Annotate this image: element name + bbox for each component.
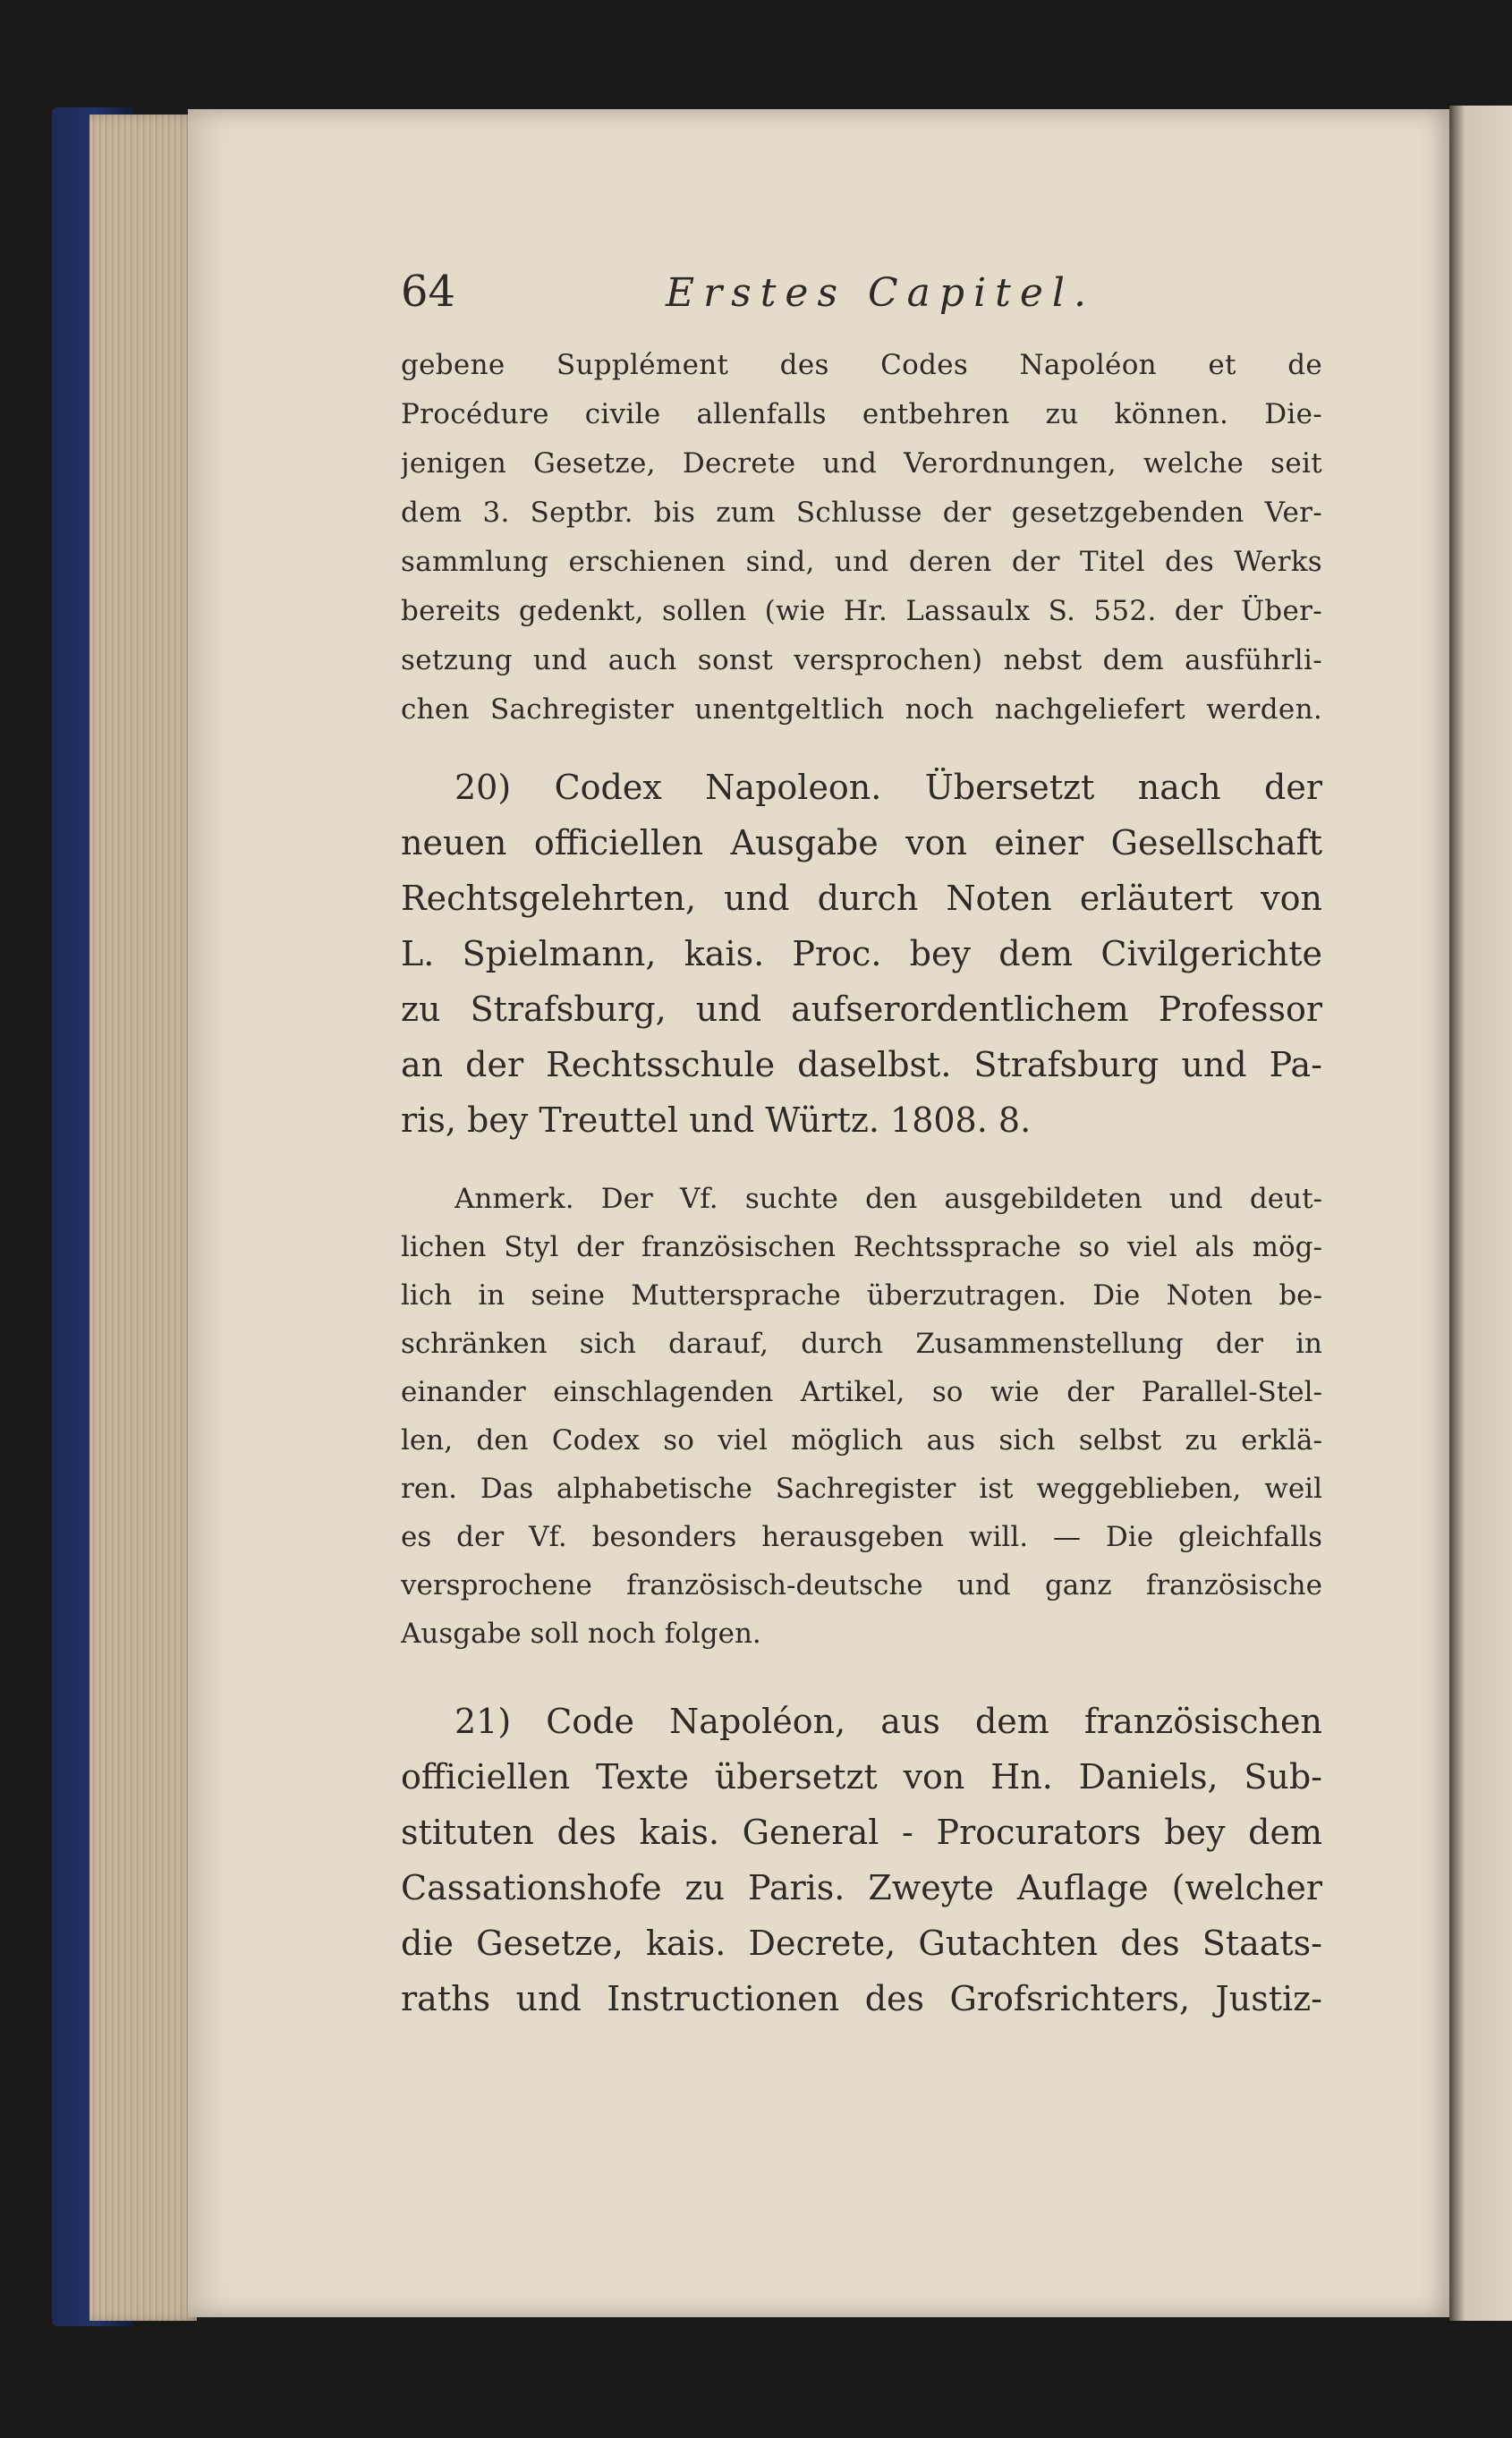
text-line: officiellen Texte übersetzt von Hn. Daniels, Sub- — [401, 1757, 1322, 1797]
running-head — [401, 267, 1322, 329]
text-line: len, den Codex so viel möglich aus sich selbst zu erklä- — [401, 1424, 1322, 1457]
text-line: schränken sich darauf, durch Zusammenstellung der in — [401, 1328, 1322, 1360]
text-line: zu Strafsburg, und aufserordentlichem Professor — [401, 990, 1322, 1029]
facing-page-edge — [1449, 106, 1512, 2321]
text-line: stituten des kais. General - Procurators bey dem — [401, 1813, 1322, 1852]
text-line: die Gesetze, kais. Decrete, Gutachten des Staats- — [401, 1924, 1322, 1963]
text-line: sammlung erschienen sind, und deren der Titel des Werks — [401, 546, 1322, 578]
text-line: setzung und auch sonst versprochen) nebst dem ausführli- — [401, 644, 1322, 676]
text-line: 21) Code Napoléon, aus dem französischen — [454, 1702, 1322, 1741]
text-line: bereits gedenkt, sollen (wie Hr. Lassaulx S. 552. der Über- — [401, 595, 1322, 627]
text-line: 20) Codex Napoleon. Übersetzt nach der — [454, 768, 1322, 807]
text-line: Anmerk. Der Vf. suchte den ausgebildeten und deut- — [454, 1183, 1322, 1215]
text-line: Ausgabe soll noch folgen. — [401, 1618, 761, 1650]
text-line: L. Spielmann, kais. Proc. bey dem Civilgerichte — [401, 934, 1322, 973]
text-line: Procédure civile allenfalls entbehren zu können. Die- — [401, 398, 1322, 430]
page-edges — [89, 115, 197, 2321]
text-line: lichen Styl der französischen Rechtssprache so viel als mög- — [401, 1231, 1322, 1263]
text-line: versprochene französisch-deutsche und ganz französische — [401, 1569, 1322, 1601]
text-line: es der Vf. besonders herausgeben will. — Die gleichfalls — [401, 1521, 1322, 1553]
text-line: ren. Das alphabetische Sachregister ist weggeblieben, weil — [401, 1473, 1322, 1505]
text-line: Cassationshofe zu Paris. Zweyte Auflage (welcher — [401, 1868, 1322, 1907]
text-line: an der Rechtsschule daselbst. Strafsburg und Pa- — [401, 1045, 1322, 1084]
text-line: raths und Instructionen des Grofsrichters, Justiz- — [401, 1979, 1322, 2018]
text-line: einander einschlagenden Artikel, so wie der Parallel-Stel- — [401, 1376, 1322, 1408]
page-number: 64 — [401, 267, 456, 317]
text-line: chen Sachregister unentgeltlich noch nachgeliefert werden. — [401, 693, 1322, 726]
text-line: jenigen Gesetze, Decrete und Verordnungen, welche seit — [401, 447, 1322, 480]
text-line: lich in seine Muttersprache überzutragen. Die Noten be- — [401, 1279, 1322, 1312]
text-line: gebene Supplément des Codes Napoléon et de — [401, 349, 1322, 381]
text-line: Rechtsgelehrten, und durch Noten erläutert von — [401, 879, 1322, 918]
text-line: neuen officiellen Ausgabe von einer Gesellschaft — [401, 823, 1322, 862]
text-line: dem 3. Septbr. bis zum Schlusse der gesetzgebenden Ver- — [401, 497, 1322, 529]
chapter-title: Erstes Capitel. — [666, 270, 1095, 316]
text-line: ris, bey Treuttel und Würtz. 1808. 8. — [401, 1100, 1032, 1140]
